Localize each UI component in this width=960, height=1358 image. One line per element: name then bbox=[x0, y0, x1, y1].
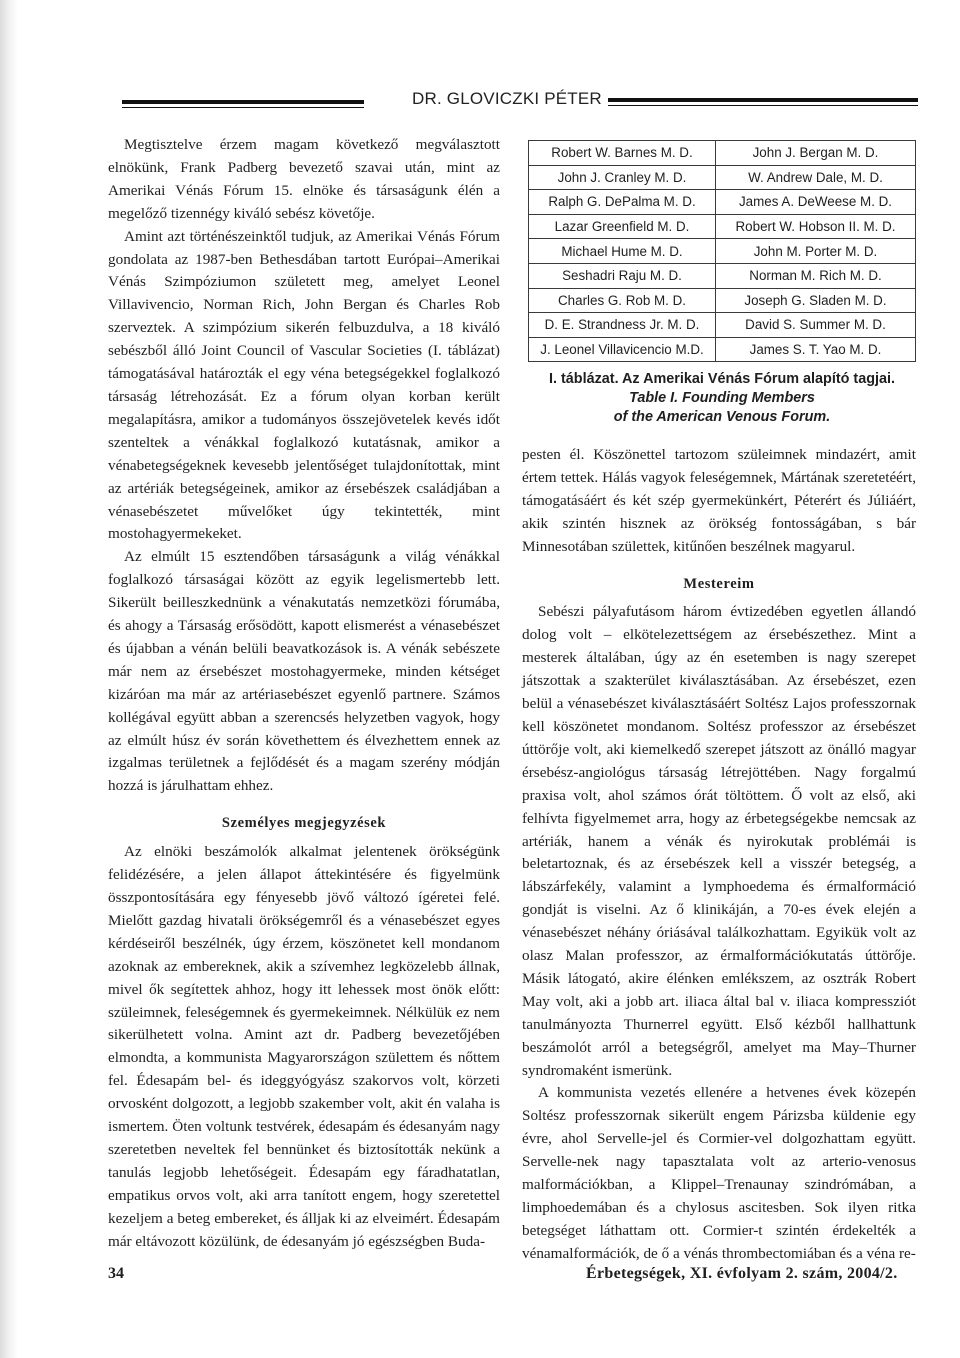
page-header bbox=[0, 0, 960, 120]
paragraph: Amint azt történészeinktől tudjuk, az Amerikai Vénás Fórum gondolata az 1987-ben Bethesdában tartott Európai–Amerikai Vénás Szimpóziumon született meg, amelyet Leonel Villavivencio, Norman Rich, John Bergan és Charles Rob szerveztek. A szimpózium sikerén felbuzdulva, a 18 kiváló sebészből álló Joint Council of Vascular Societies (I. táblázat) támogatásával határozták el egy véna betegségekkel foglalkozó társaság létrehozását. Ez a fórum olyan korban került megalapításra, amikor a tudományos összejövetelek kevés időt szenteltek a vénákkal foglalkozó kutatásnak, amikor a vénabetegségeknek kevesebb jelentőséget tulajdonítottak, mint az artériák betegségeinek, amikor az érsebészek családjában a vénasebészetet művelőket úgy tekintették, mint mostohagyermekeket. bbox=[108, 227, 500, 543]
table-row bbox=[529, 288, 916, 313]
right-column bbox=[522, 444, 916, 1266]
table-cell: John J. Bergan M. D. bbox=[716, 141, 916, 166]
table-row bbox=[529, 214, 916, 239]
paragraph: A kommunista vezetés ellenére a hetvenes évek közepén Soltész professzornak sikerült engem Párizsba küldenie egy évre, ahol Servelle-jel és Cormier-vel dolgozhattam együtt. Servelle-nek nagy tapasztalata volt az arterio-venosus malformációkban, a Klippel–Trenaunay szindrómában, a limphoedemában és a chylosus ascitesben. Sok ilyen ritka betegséget láthattam ott. Cormier-t szintén érdekelték a vénamalformációk, de ő a vénás thrombectomiában és a véna re- bbox=[522, 1084, 916, 1262]
paragraph: Sebészi pályafutásom három évtizedében egyetlen állandó dolog volt – elkötelezettségem az érsebészethez. Mint a mesterek általában, úgy az én esetemben is nagy szerepet játszottak a szakterület kiválasztásában. Az érsebészet, ezen belül a vénasebészet kiválasztásáért Soltész Lajos professzornak kell köszönetet mondanom. Soltész professzor az érsebészet úttörője volt, aki kiemelkedő szerepet játszott az önálló magyar érsebész-angiológus társaság létrejöttében. Nagy forgalmú praxisa volt, ahol számos órát töltöttem. Ő volt az első, aki felhívta figyelmemet arra, hogy az érbetegségekbe nemcsak az artériák, hanem a vénák és nyirokutak problémái is beletartoznak, és az érsebészek kell a visszér betegség, a lábszárfekély, valamint a lymphoedema és érmalformáció gondját is viselni. Az ő klinikáján, a 70-es évek elején a vénasebészet néhány óriásával találkozhattam. Egyikük volt az olasz Malan professzor, az érmalformációkutatás úttörője. Másik látogató, akire élénken emlékszem, az osztrák Robert May volt, aki a jobb art. iliaca által bal v. iliaca kompressziót tanulmányozta Thurnerrel együtt. Első kézből hallhattunk beszámolót arról a betegségről, amelyet ma May–Thurner syndromaként ismerünk. bbox=[522, 603, 916, 1079]
table-row bbox=[529, 165, 916, 190]
header-rule-right bbox=[608, 98, 918, 102]
table-cell: James A. DeWeese M. D. bbox=[716, 190, 916, 215]
table-caption-en-line2: of the American Venous Forum. bbox=[613, 409, 831, 426]
left-column bbox=[108, 134, 500, 1254]
table-row bbox=[529, 239, 916, 264]
table-caption-hu: I. táblázat. Az Amerikai Vénás Fórum alapító tagjai. bbox=[549, 371, 895, 388]
table-cell: John J. Cranley M. D. bbox=[529, 165, 716, 190]
table-caption-en-line1: Table I. Founding Members bbox=[629, 390, 815, 407]
paragraph: Megtisztelve érzem magam következő megválasztott elnökünk, Frank Padberg bevezető szavai után, mint az Amerikai Vénás Fórum 15. elnöke és társaságunk élén a megelőző tizennégy kiváló sebész követője. bbox=[108, 136, 500, 222]
table-cell: W. Andrew Dale, M. D. bbox=[716, 165, 916, 190]
section-heading: Személyes megjegyzések bbox=[221, 815, 387, 832]
journal-footer: Érbetegségek, XI. évfolyam 2. szám, 2004/2. bbox=[586, 1265, 898, 1282]
table-cell: Ralph G. DePalma M. D. bbox=[529, 190, 716, 215]
table-cell: Charles G. Rob M. D. bbox=[529, 288, 716, 313]
paragraph: Az elmúlt 15 esztendőben társaságunk a világ vénákkal foglalkozó társaságai között az egyik legelismertebb lett. Sikerült beilleszkednünk a vénakutatás nemzetközi fórumába, és ahogy a Társaság erősödött, kapott elismerést a vénasebészet és újabban a vénán belüli beavatkozások is. A vénák sebészete már nem az érsebészet mostohagyermeke, minden kétséget kizáróan ma már az artériasebészet egyenlő partnere. Számos kollégával együtt abban a szerencsés helyzetben vagyok, hogy az elmúlt húsz év során követhettem és élvezhettem ennek az izgalmas területnek a fejlődését és a magam szerény módján hozzá is járulhattam ehhez. bbox=[108, 548, 500, 795]
header-rule-left bbox=[122, 100, 364, 104]
paragraph: pesten él. Köszönettel tartozom szüleimnek mindazért, amit értem tettek. Hálás vagyok feleségemnek, Mártának szeretetéért, támogatásáért és két szép gyermekünkért, Péterért és Júliáért, akik szintén hisznek az örökség fontosságában, s bár Minnesotában születtek, kitűnően beszélnek magyarul. bbox=[522, 446, 916, 555]
paragraph: Az elnöki beszámolók alkalmat jelentenek örökségünk felidézésére, a jelen állapot áttekintésére és figyelmünk összpontosítására egy fényesebb jövő változó ígéretei felé. Mielőtt gazdag hivatali örökségemről és a vénasebészet egyes kérdéseiről beszélnék, úgy érzem, köszönetet kell mondanom azoknak az embereknek, akik a szívemhez legközelebb állnak, mivel ők segítettek ahhoz, hogy itt lehessek most önök előtt: szüleimnek, feleségemnek és gyermekeimnek. Nélkülük ez nem sikerülhetett volna. Amint azt dr. Padberg bevezetőjében elmondta, a kommunista Magyarországon születtem és nőttem fel. Édesapám bel- és ideggyógyász szakorvos volt, körzeti orvosként dolgozott, a legjobb szakember volt, akit én valaha is ismertem. Öten voltunk testvérek, édesapám és édesanyám nagy szeretetben neveltek fel bennünket és biztosították nekünk a tanulás legjobb lehetőségeit. Édesapám egy fáradhatatlan, empatikus orvos volt, aki arra tanított engem, hogy szeretettel kezeljem a beteg embereket, és álljak ki az elveimért. Édesapám már eltávozott közülünk, de édesanyám jó egészségben Buda- bbox=[108, 843, 500, 1250]
table-row bbox=[529, 190, 916, 215]
table-cell: D. E. Strandness Jr. M. D. bbox=[529, 313, 716, 338]
running-title: DR. GLOVICZKI PÉTER bbox=[412, 89, 602, 108]
table-cell: Robert W. Hobson II. M. D. bbox=[716, 214, 916, 239]
table-cell: J. Leonel Villavicencio M.D. bbox=[529, 337, 716, 362]
table-caption bbox=[528, 370, 916, 427]
table-row bbox=[529, 337, 916, 362]
table-row bbox=[529, 263, 916, 288]
scan-edge-shadow bbox=[0, 0, 18, 1358]
founders-table bbox=[528, 140, 916, 362]
table-row bbox=[529, 313, 916, 338]
header-rule-right-thin bbox=[608, 105, 918, 106]
table-cell: Seshadri Raju M. D. bbox=[529, 263, 716, 288]
table-cell: Joseph G. Sladen M. D. bbox=[716, 288, 916, 313]
table-cell: David S. Summer M. D. bbox=[716, 313, 916, 338]
table-cell: James S. T. Yao M. D. bbox=[716, 337, 916, 362]
table-cell: John M. Porter M. D. bbox=[716, 239, 916, 264]
table-cell: Norman M. Rich M. D. bbox=[716, 263, 916, 288]
table-cell: Michael Hume M. D. bbox=[529, 239, 716, 264]
table-cell: Lazar Greenfield M. D. bbox=[529, 214, 716, 239]
founders-table-block bbox=[528, 140, 916, 427]
header-rule-left-thin bbox=[122, 107, 364, 108]
table-cell: Robert W. Barnes M. D. bbox=[529, 141, 716, 166]
section-heading: Mestereim bbox=[683, 575, 755, 592]
page-number: 34 bbox=[108, 1265, 124, 1282]
table-row bbox=[529, 141, 916, 166]
